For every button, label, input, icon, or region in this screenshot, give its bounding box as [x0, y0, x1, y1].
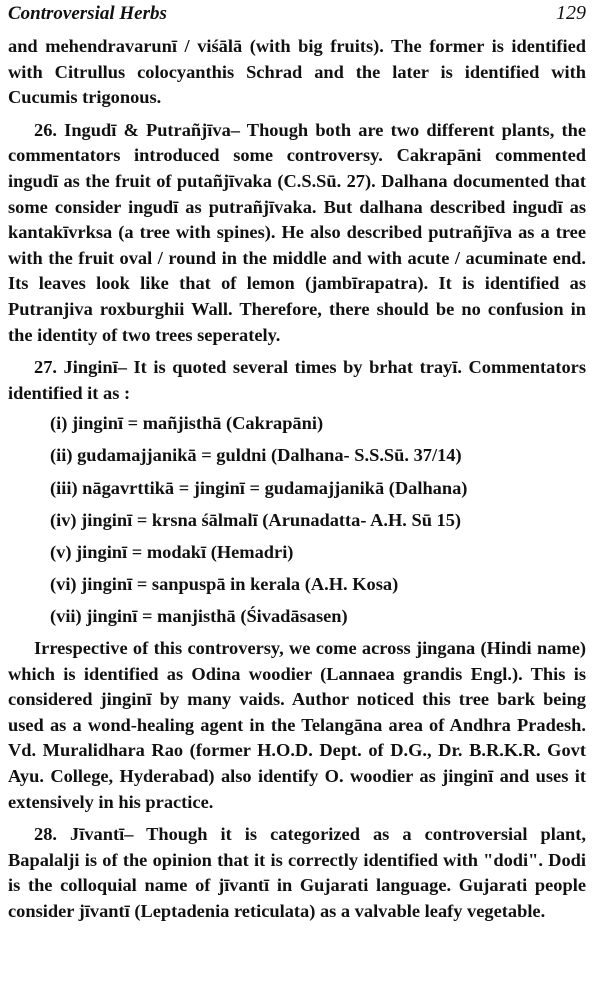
section-27-continuation: Irrespective of this controversy, we come across jingana (Hindi name) which is identified as Odina woodier (Lannaea grandis Engl.). This is considered jinginī by many vaids. Author noticed this tree bark being used as a wond-healing agent in the Telangāna area of Andhra Pradesh. Vd. Muralidhara Rao (former H.O.D. Dept. of D.G., Dr. B.R.K.R. Govt Ayu. College, Hyderabad) also identify O. woodier as jinginī and uses it extensively in his practice. — [8, 637, 586, 812]
section-28-heading: 28. Jīvantī– — [34, 824, 134, 845]
list-item: (vii) jinginī = manjisthā (Śivadāsasen) — [50, 605, 348, 626]
section-26-text: Though both are two different plants, the commentators introduced some controversy. Cakrapāni commented ingudī as the fruit of putañjīvaka (C.S.Sū. 27). Dalhana documented that some consider ingudī as putrañjīvaka. But dalhana described ingudī as kantakīvrksa (a tree with spines). He also described putrañjīva as a tree with the fruit oval / round in the middle and with acute / acuminate end. Its leaves look like that of lemon (jambīrapatra). It is identified as Putranjiva roxburghii Wall. Therefore, there should be no confusion in the identity of two trees seperately. — [8, 119, 586, 345]
section-26-heading: 26. Ingudī & Putrañjīva– — [34, 119, 240, 140]
list-item: (v) jinginī = modakī (Hemadri) — [50, 541, 294, 562]
page-number: 129 — [556, 2, 586, 24]
list-item: (iii) nāgavrttikā = jinginī = gudamajjanikā (Dalhana) — [50, 477, 468, 498]
running-title: Controversial Herbs — [8, 3, 167, 24]
list-item: (ii) gudamajjanikā = guldni (Dalhana- S.S.Sū. 37/14) — [50, 445, 462, 466]
jingini-identification-list — [8, 411, 586, 629]
page-body — [8, 34, 586, 925]
continuation-paragraph: and mehendravarunī / viśālā (with big fruits). The former is identified with Citrullus colocyanthis Schrad and the later is identified with Cucumis trigonous. — [8, 36, 586, 108]
section-27-heading: 27. Jinginī– — [34, 357, 127, 378]
page-header — [8, 0, 586, 34]
section-27-text: It is quoted several times by brhat trayī. Commentators identified it as : — [8, 357, 586, 403]
section-28-text: Though it is categorized as a controversial plant, Bapalalji is of the opinion that it is correctly identified with "dodi". Dodi is the colloquial name of jīvantī in Gujarati language. Gujarati people consider jīvantī (Leptadenia reticulata) as a valvable leafy vegetable. — [8, 824, 586, 921]
section-27-paragraph — [8, 355, 586, 406]
list-item: (i) jinginī = mañjisthā (Cakrapāni) — [50, 413, 324, 434]
section-26-paragraph — [8, 118, 586, 348]
section-28-paragraph — [8, 822, 586, 924]
list-item: (vi) jinginī = sanpuspā in kerala (A.H. Kosa) — [50, 573, 399, 594]
list-item: (iv) jinginī = krsna śālmalī (Arunadatta- A.H. Sū 15) — [50, 509, 462, 530]
